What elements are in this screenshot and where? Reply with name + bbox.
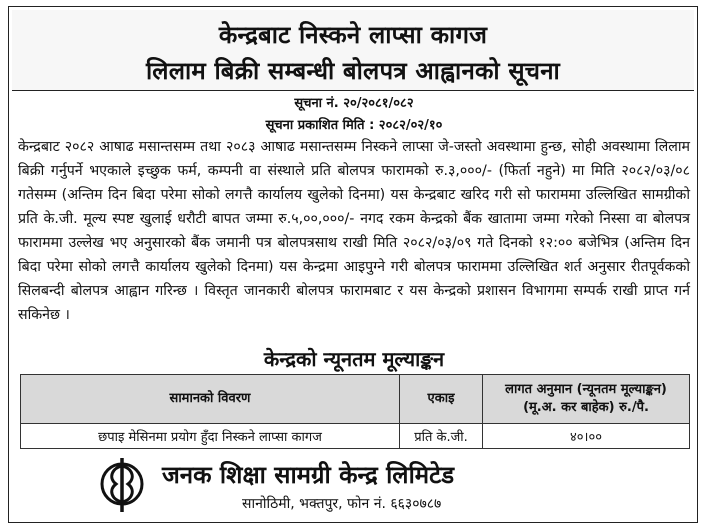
table-header-row <box>21 375 690 424</box>
notice-number: सूचना नं. २०/२०८१/०८२ <box>294 96 414 111</box>
header-unit: एकाइ <box>400 375 483 424</box>
cell-value: ४०।०० <box>483 424 690 449</box>
header-item-description: सामानको विवरण <box>21 375 400 424</box>
title-line-2: लिलाम बिक्री सम्बन्धी बोलपत्र आह्वानको सूचना <box>146 57 560 85</box>
notice-body: केन्द्रबाट २०८२ आषाढ मसान्तसम्म तथा २०८३ आषाढ मसान्तसम्म निस्कने लाप्सा जे-जस्तो अवस्थामा हुन्छ, सोही अवस्थामा लिलाम बिक्री गर्नुपर्ने भएकाले इच्छुक फर्म, कम्पनी वा संस्थाले प्रति बोलपत्र फारामको रु.३,०००/- (फिर्ता नहुने) मा मिति २०८२/०३/०८ गतेसम्म (अन्तिम दिन बिदा परेमा सोको लगत्तै कार्यालय खुलेको दिनमा) यस केन्द्रबाट खरिद गरी सो फाराममा उल्लिखित सामग्रीको प्रति के.जी. मूल्य स्पष्ट खुलाई धरौटी बापत जम्मा रु.५,००,०००/- नगद रकम केन्द्रको बैंक खातामा जम्मा गरेको निस्सा वा बोलपत्र फाराममा उल्लेख भए अनुसारको बैंक जमानी पत्र बोलपत्रसाथ राखी मिति २०८२/०३/०९ गते दिनको १२:०० बजेभित्र (अन्तिम दिन बिदा परेमा सोको लगत्तै कार्यालय खुलेको दिनमा) यस केन्द्रमा आइपुग्ने गरी बोलपत्र फाराममा उल्लिखित शर्त अनुसार रीतपूर्वकको सिलबन्दी बोलपत्र आह्वान गरिन्छ । विस्तृत जानकारी बोलपत्र फारामबाट र यस केन्द्रको प्रशासन विभागमा सम्पर्क राखी प्राप्त गर्न सकिनेछ । <box>18 139 690 323</box>
company-name: जनक शिक्षा सामग्री केन्द्र लिमिटेड <box>162 461 455 489</box>
company-address: सानोठिमी, भक्तपुर, फोन नं. ६६३०७८७ <box>242 496 442 512</box>
valuation-table <box>20 374 690 449</box>
header-cost-estimate: लागत अनुमान (न्यूनतम मूल्याङ्कन) (मू.अ. कर बाहेक) रु./पै. <box>483 375 690 424</box>
company-logo-icon <box>94 454 150 514</box>
valuation-heading: केन्द्रको न्यूनतम मूल्याङ्कन <box>263 347 445 371</box>
title-block <box>12 10 694 91</box>
table-row <box>21 424 690 449</box>
cell-unit: प्रति के.जी. <box>400 424 483 449</box>
publish-date: सूचना प्रकाशित मिति : २०८२/०२/१० <box>265 118 443 133</box>
title-line-1: केन्द्रबाट निस्कने लाप्सा कागज <box>218 21 488 49</box>
footer <box>12 452 694 518</box>
cell-item: छपाइ मेसिनमा प्रयोग हुँदा निस्कने लाप्सा कागज <box>21 424 400 449</box>
